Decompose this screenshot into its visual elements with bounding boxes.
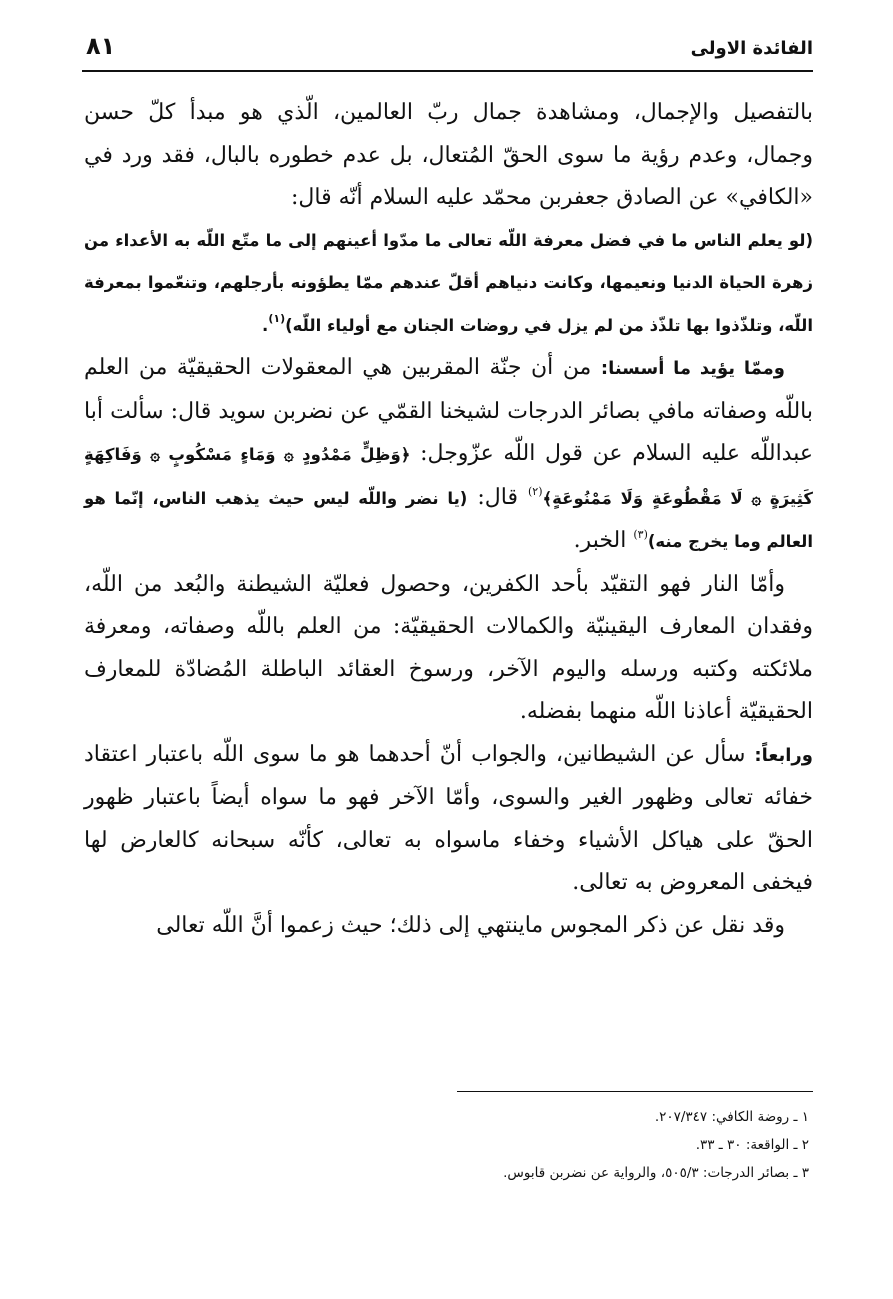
quran-verse: ﴿وَظِلٍّ مَمْدُودٍ ۞ وَمَاءٍ مَسْكُوبٍ ۞ وَفَاكِهَةٍ كَثِيرَةٍ ۞ لَا مَقْطُوعَةٍ وَلَا مَمْنُوعَةٍ﴾ xyxy=(84,445,813,508)
paragraph-1: بالتفصيل والإجمال، ومشاهدة جمال ربّ العالمين، الّذي هو مبدأ كلّ حسن وجمال، وعدم رؤية ما سوى الحقّ المُتعال، بل عدم خطوره بالبال، فقد ورد في «الكافي» عن الصادق جعفربن محمّد عليه السلام أنّه قال: xyxy=(84,100,813,210)
paragraph-5 xyxy=(84,734,813,905)
paragraph-5-lead: ورابعاً: xyxy=(754,744,813,766)
page-number: ٨١ xyxy=(86,32,116,60)
paragraph-3-end: الخبر. xyxy=(573,528,634,553)
paragraph-4: وأمّا النار فهو التقيّد بأحد الكفرين، وحصول فعليّة الشيطنة والبُعد من اللّه، وفقدان المعارف اليقينيّة والكمالات الحقيقيّة: من العلم باللّه وصفاته، ومعرفة ملائكته وكتبه ورسله واليوم الآخر، ورسوخ العقائد الباطلة المُضادّة للمعارف الحقيقيّة أعاذنا اللّه منهما بفضله. xyxy=(84,571,813,724)
quote-kafi-end: . xyxy=(262,315,269,335)
quote-kafi-text: (لو يعلم الناس ما في فضل معرفة اللّه تعالى ما مدّوا أعينهم إلى ما متّع اللّه به الأعداء من زهرة الحياة الدنيا ونعيمها، وكانت دنياهم أقلّ عندهم ممّا يطؤونه بأرجلهم، وتنعّموا بمعرفة اللّه، وتلذّذوا بها تلذّذ من لم يزل في روضات الجنان مع أولياء اللّه) xyxy=(84,230,813,335)
page-header xyxy=(82,30,813,72)
quote-nadr: (يا نضر واللّه ليس حيث يذهب الناس، إنّما هو العالم وما يخرج منه) xyxy=(84,488,813,551)
footnote-1: ١ ـ روضة الكافي: ٢٠٧/٣٤٧. xyxy=(654,1109,809,1125)
quote-kafi xyxy=(84,220,813,348)
footnote-ref-3: (٣) xyxy=(633,528,648,541)
paragraph-3-lead: وممّا يؤيد ما أسسنا: xyxy=(600,358,785,379)
footnote-ref-2: (٢) xyxy=(527,484,543,498)
footnote-3: ٣ ـ بصائر الدرجات: ٥٠٥/٣، والرواية عن نضربن قابوس. xyxy=(503,1165,809,1181)
paragraph-6: وقد نقل عن ذكر المجوس ماينتهي إلى ذلك؛ حيث زعموا أنَّ اللّه تعالى xyxy=(156,912,785,938)
footnote-ref-1: (١) xyxy=(268,311,286,325)
footnote-2: ٢ ـ الواقعة: ٣٠ ـ ٣٣. xyxy=(695,1137,809,1153)
paragraph-3-text-a: من أن جنّة المقربين هي المعقولات الحقيقيّة من العلم باللّه وصفاته مافي بصائر الدرجات لشيخنا القمّي عن نضربن سويد قال: سألت أبا عبداللّه عليه السلام عن قول اللّه عزّوجل: xyxy=(84,355,813,466)
paragraph-3-text-b: قال: xyxy=(467,484,528,510)
paragraph-5-text: سأل عن الشيطانين، والجواب أنّ أحدهما هو ما سوى اللّه باعتبار اعتقاد خفائه تعالى وظهور الغير والسوى، وأمّا الآخر فهو ما سواه أيضاً باعتبار ظهور الحقّ على هياكل الأشياء وخفاء ماسواه به تعالى، كأنّه سبحانه كالعارض لها فيخفى المعروض به تعالى. xyxy=(84,741,813,895)
footnotes xyxy=(84,1103,809,1187)
footnote-divider xyxy=(457,1091,813,1092)
paragraph-3 xyxy=(84,347,813,564)
body-text xyxy=(84,92,813,947)
running-title: الفائدة الاولى xyxy=(690,38,813,59)
